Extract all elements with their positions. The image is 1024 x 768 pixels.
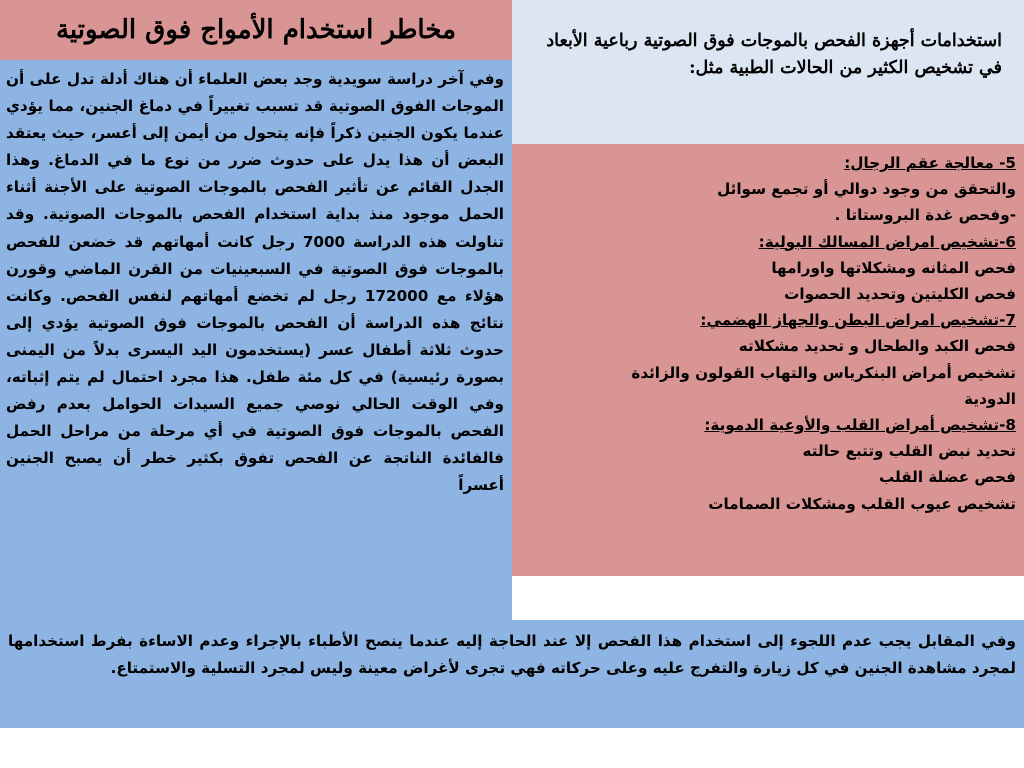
uses-list-heading: 8-تشخيص أمراض القلب والأوعية الدموية: <box>704 416 1016 435</box>
uses-list-item: فحص عضلة القلب <box>878 468 1016 487</box>
uses-list-item: فحص المثانه ومشكلاتها واورامها <box>771 258 1016 277</box>
advice-panel <box>0 620 1024 728</box>
title-panel <box>0 0 512 60</box>
uses-list-panel <box>512 144 1024 576</box>
uses-list <box>518 150 1016 517</box>
uses-list-item: -وفحص غدة البروستاتا . <box>834 206 1016 225</box>
uses-list-item: فحص الكليتين وتحديد الحصوات <box>784 285 1016 304</box>
uses-intro-text: استخدامات أجهزة الفحص بالموجات فوق الصوتية رباعية الأبعاد في تشخيص الكثير من الحالات الطبية مثل: <box>546 31 1002 78</box>
uses-list-heading: 7-تشخيص امراض البطن والجهاز الهضمي: <box>700 311 1016 330</box>
study-panel <box>0 60 512 620</box>
uses-list-item: الدودية <box>964 389 1016 408</box>
uses-list-heading: 6-تشخيص امراض المسالك البولية: <box>758 232 1016 251</box>
advice-paragraph: وفي المقابل يجب عدم اللجوء إلى استخدام هذا الفحص إلا عند الحاجة إليه عندما ينصح الأطباء بالإجراء وعدم الاساءة بفرط استخدامها لمجرد مشاهدة الجنين في كل زيارة والتفرج عليه وعلى حركاته فهي تجرى لأغراض معينة وليس لمجرد التسلية والاستمتاع. <box>8 632 1016 677</box>
page-title: مخاطر استخدام الأمواج فوق الصوتية <box>55 15 457 45</box>
uses-list-item: تحديد نبض القلب وتتبع حالته <box>802 442 1016 461</box>
uses-list-item: تشخيص أمراض البنكرياس والتهاب القولون والزائدة <box>631 363 1016 382</box>
uses-list-heading: 5- معالجة عقم الرجال: <box>844 154 1016 172</box>
uses-list-item: فحص الكبد والطحال و تحديد مشكلاته <box>738 337 1016 356</box>
uses-intro-panel <box>512 0 1024 144</box>
uses-list-item: تشخيص عيوب القلب ومشكلات الصمامات <box>708 494 1016 513</box>
study-paragraph: وفي آخر دراسة سويدية وجد بعض العلماء أن هناك أدلة تدل على أن الموجات الفوق الصوتية قد تسبب تغييراً في دماغ الجنين، مما يؤدي عندما يكون الجنين ذكراً فإنه يتحول من أيمن إلى أعسر، حيث يعتقد البعض أن هذا يدل على حدوث ضرر من نوع ما في الدماغ. وهذا الجدل القائم عن تأثير الفحص بالموجات الصوتية على الأجنة أثناء الحمل موجود منذ بداية استخدام الفحص بالموجات الصوتية. وقد تناولت هذه الدراسة 7000 رجل كانت أمهاتهم قد خضعن للفحص بالموجات فوق الصوتية في السبعينيات من القرن الماضي وقورن هؤلاء مع 172000 رجل لم تخضع أمهاتهم لنفس الفحص. وكانت نتائج هذه الدراسة أن الفحص بالموجات فوق الصوتية يؤدي إلى حدوث ثلاثة أطفال عسر (يستخدمون اليد اليسرى بدلاً من اليمنى بصورة رئيسية) في كل مئة طفل. هذا مجرد احتمال لم يتم إثباته، وفي الوقت الحالي نوصي جميع السيدات الحوامل بعدم رفض الفحص بالموجات فوق الصوتية في أي مرحلة من مراحل الحمل فالفائدة الناتجة عن الفحص تفوق بكثير خطر أن يصبح الجنين أعسراً <box>6 70 504 495</box>
uses-list-item: والتحقق من وجود دوالي أو تجمع سوائل <box>717 180 1016 199</box>
